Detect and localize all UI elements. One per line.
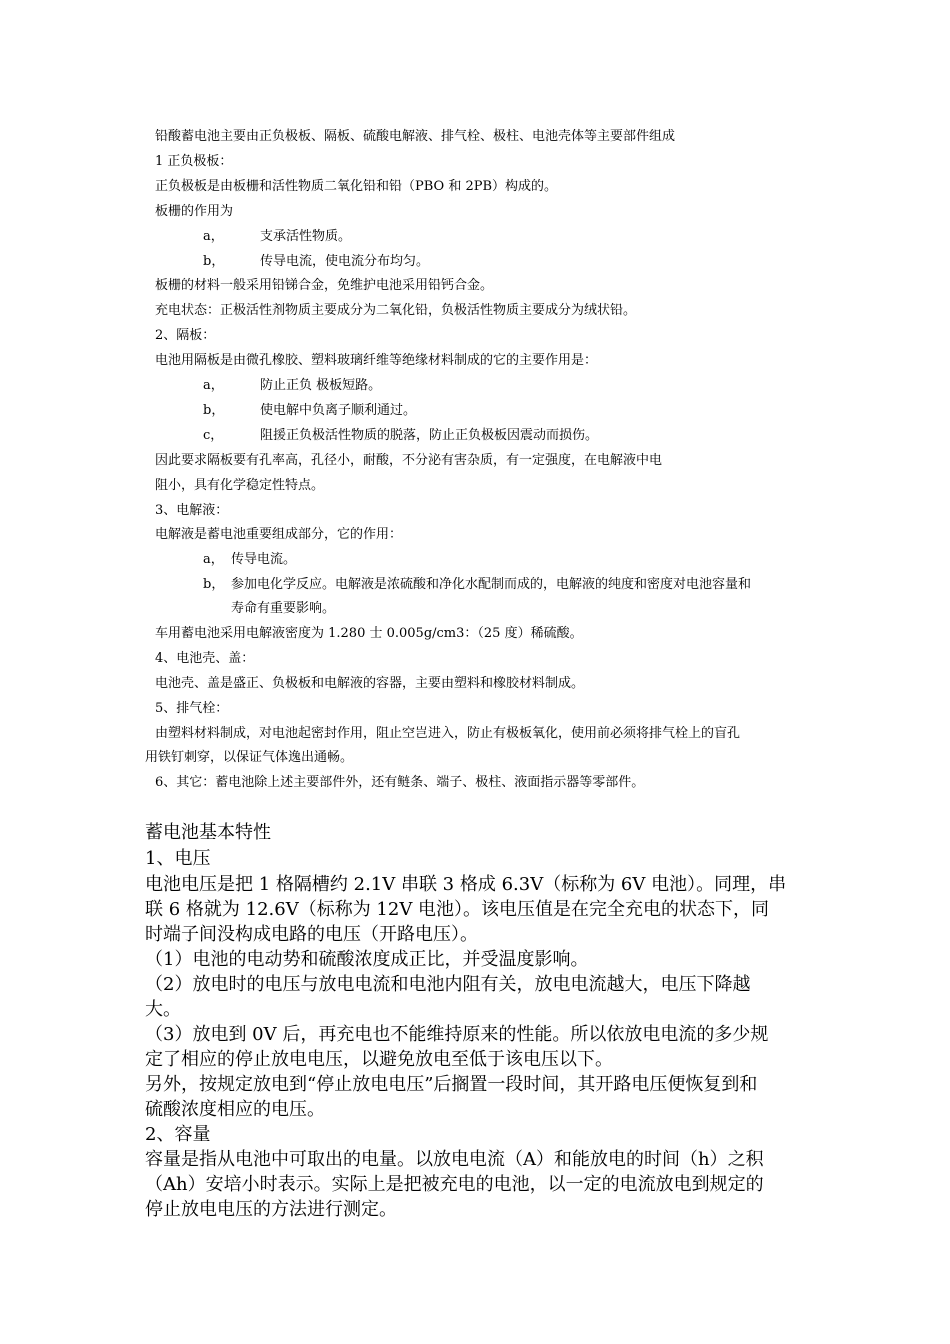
list-item: 阻援正负极活性物质的脱落，防止正负极板因震动而损伤。: [260, 428, 599, 443]
grid-role-heading: 板栅的作用为: [155, 204, 234, 219]
capacity-heading: 2、容量: [145, 1124, 211, 1145]
vent-description: 由塑料材料制成，对电池起密封作用，阻止空岂进入，防止有极板氧化，使用前必须将排气栓上的盲孔: [155, 726, 741, 741]
plate-heading: 1 正负极板：: [155, 154, 233, 169]
list-item: 使电解中负离子顺利通过。: [260, 403, 417, 418]
list-marker: a，: [203, 229, 224, 244]
list-marker: b，: [203, 577, 225, 592]
separator-requirement: 因此要求隔板要有孔率高，孔径小，耐酸，不分泌有害杂质，有一定强度，在电解液中电: [155, 453, 663, 468]
voltage-line: 硫酸浓度相应的电压。: [145, 1099, 325, 1120]
case-description: 电池壳、盖是盛正、负极板和电解液的容器，主要由塑料和橡胶材料制成。: [155, 676, 585, 691]
list-item: 传导电流，使电流分布均匀。: [260, 254, 430, 269]
separator-description: 电池用隔板是由微孔橡胶、塑料玻璃纤维等绝缘材料制成的它的主要作用是：: [155, 353, 598, 368]
voltage-heading: 1、电压: [145, 848, 211, 869]
case-heading: 4、电池壳、盖：: [155, 651, 255, 666]
list-marker: a，: [203, 552, 224, 567]
voltage-line: （1）电池的电动势和硫酸浓度成正比，并受温度影响。: [145, 949, 589, 970]
electrolyte-description: 电解液是蓄电池重要组成部分，它的作用：: [155, 527, 403, 542]
list-item: 支承活性物质。: [260, 229, 352, 244]
vent-description-continued: 用铁钉刺穿，以保证气体逸出通畅。: [145, 750, 354, 765]
voltage-line: 大。: [145, 999, 181, 1020]
voltage-line: 时端子间没构成电路的电压（开路电压）。: [145, 924, 478, 945]
list-marker: b，: [203, 403, 225, 418]
voltage-line: 电池电压是把 1 格隔槽约 2.1V 串联 3 格成 6.3V（标称为 6V 电池）。同理，串: [145, 874, 787, 895]
grid-material: 板栅的材料一般采用铅锑合金，免维护电池采用铅钙合金。: [155, 278, 494, 293]
list-item-continued: 寿命有重要影响。: [231, 601, 336, 616]
electrolyte-density: 车用蓄电池采用电解液密度为 1.280 士 0.005g/cm3：（25 度）稀硫酸。: [155, 626, 583, 641]
section-title: 蓄电池基本特性: [145, 822, 271, 843]
list-item: 防止正负 极板短路。: [260, 378, 382, 393]
separator-requirement-continued: 阻小，具有化学稳定性特点。: [155, 478, 325, 493]
other-parts: 6、其它：蓄电池除上述主要部件外，还有鲢条、端子、极柱、液面指示器等零部件。: [155, 775, 645, 790]
capacity-line: （Ah）安培小时表示。实际上是把被充电的电池，以一定的电流放电到规定的: [145, 1174, 764, 1195]
list-marker: c，: [203, 428, 224, 443]
list-item: 参加电化学反应。电解液是浓硫酸和净化水配制而成的，电解液的纯度和密度对电池容量和: [231, 577, 752, 592]
vent-heading: 5、排气栓：: [155, 701, 229, 716]
list-marker: b，: [203, 254, 225, 269]
list-item: 传导电流。: [231, 552, 297, 567]
capacity-line: 停止放电电压的方法进行测定。: [145, 1199, 397, 1220]
plate-description: 正负极板是由板栅和活性物质二氧化铅和铅（PBO 和 2PB）构成的。: [155, 179, 558, 194]
intro-paragraph: 铅酸蓄电池主要由正负极板、隔板、硫酸电解液、排气栓、极柱、电池壳体等主要部件组成: [155, 129, 676, 144]
charge-state: 充电状态：正极活性剂物质主要成分为二氧化铅，负极活性物质主要成分为绒状铅。: [155, 303, 637, 318]
electrolyte-heading: 3、电解液：: [155, 503, 229, 518]
separator-heading: 2、隔板：: [155, 328, 216, 343]
voltage-line: （2）放电时的电压与放电电流和电池内阻有关，放电电流越大，电压下降越: [145, 974, 751, 995]
list-marker: a，: [203, 378, 224, 393]
capacity-line: 容量是指从电池中可取出的电量。以放电电流（A）和能放电的时间（h）之积: [145, 1149, 764, 1170]
voltage-line: 联 6 格就为 12.6V（标称为 12V 电池）。该电压值是在完全充电的状态下，同: [145, 899, 770, 920]
voltage-line: 定了相应的停止放电电压，以避免放电至低于该电压以下。: [145, 1049, 613, 1070]
voltage-line: （3）放电到 0V 后，再充电也不能维持原来的性能。所以依放电电流的多少规: [145, 1024, 769, 1045]
voltage-line: 另外，按规定放电到“停止放电电压”后搁置一段时间，其开路电压便恢复到和: [145, 1074, 758, 1095]
